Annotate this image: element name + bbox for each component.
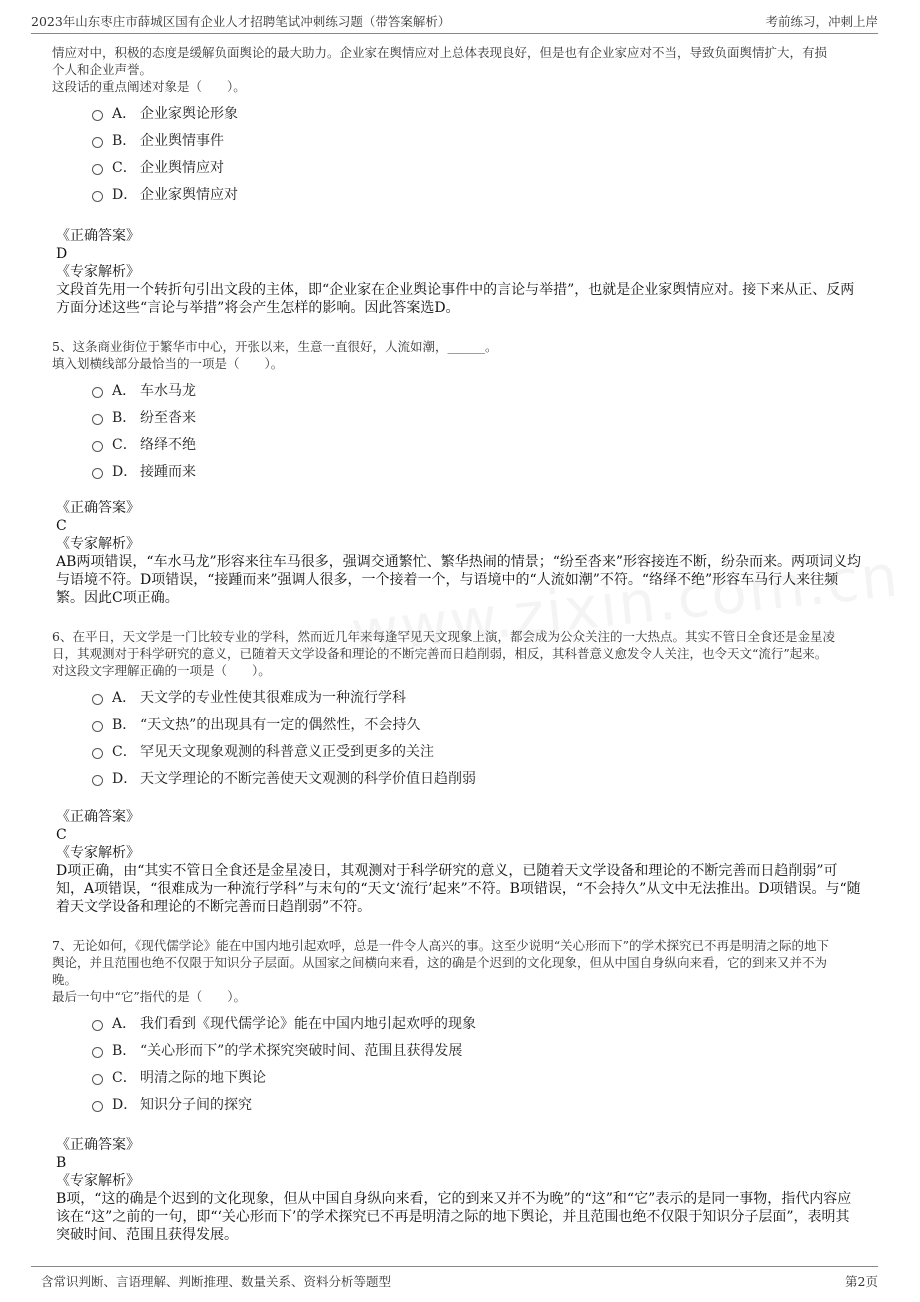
correct-answer-value: D — [56, 246, 68, 262]
radio-circle-icon[interactable] — [92, 1047, 103, 1058]
option-b[interactable] — [52, 1036, 872, 1063]
stem-line: 个人和企业声誉。 — [52, 62, 153, 77]
expert-analysis-text: B项，“这的确是个迟到的文化现象，但从中国自身纵向来看，它的到来又并不为晚”的“这”和“它”表示的是同一事物，指代内容应该在“这”之前的一句，即“‘关心形而下’的学术探究已不再是明清之际的地下舆论，并且范围也绝不仅限于知识分子层面”，表明其突破时间、范围且获得发展。 — [56, 1191, 852, 1243]
stem-line: 7、无论如何，《现代儒学论》能在中国内地引起欢呼，总是一件令人高兴的事。这至少说明“关心形而下”的学术探究已不再是明清之际的地下 — [52, 938, 829, 953]
option-text: 明清之际的地下舆论 — [140, 1069, 266, 1086]
option-letter: A． — [112, 105, 137, 122]
correct-answer-label: 《正确答案》 — [56, 1137, 140, 1153]
correct-answer-label: 《正确答案》 — [56, 809, 140, 825]
option-c[interactable] — [52, 737, 872, 764]
option-letter: C． — [112, 743, 137, 760]
correct-answer-value: C — [56, 518, 67, 534]
expert-analysis-text: AB两项错误，“车水马龙”形容来往车马很多，强调交通繁忙、繁华热闹的情景；“纷至沓来”形容接连不断，纷杂而来。两项词义均与语境不符。D项错误，“接踵而来”强调人很多，一个接着一个，与语境中的“人流如潮”不符。“络绎不绝”形容车马行人来往频繁。因此C项正确。 — [56, 554, 862, 606]
header-slogan: 考前练习，冲刺上岸 — [765, 14, 878, 29]
stem-line: 最后一句中“它”指代的是（ ）。 — [52, 989, 247, 1004]
radio-circle-icon[interactable] — [92, 775, 103, 786]
option-a[interactable] — [52, 1009, 872, 1036]
answer-block-4 — [52, 227, 872, 317]
expert-analysis-label: 《专家解析》 — [56, 536, 140, 552]
option-a[interactable] — [52, 99, 872, 126]
option-d[interactable] — [52, 1090, 872, 1117]
page-header — [31, 10, 878, 34]
option-text: 天文学理论的不断完善使天文观测的科学价值日趋削弱 — [140, 770, 476, 787]
option-list — [52, 683, 872, 791]
option-text: 络绎不绝 — [140, 436, 196, 453]
radio-circle-icon[interactable] — [92, 137, 103, 148]
radio-circle-icon[interactable] — [92, 441, 103, 452]
correct-answer-label: 《正确答案》 — [56, 500, 140, 516]
option-text: 接踵而来 — [140, 463, 196, 480]
stem-line: 这段话的重点阐述对象是（ ）。 — [52, 79, 246, 94]
option-a[interactable] — [52, 683, 872, 710]
stem-line: 5、这条商业街位于繁华市中心，开张以来，生意一直很好，人流如潮，______。 — [52, 339, 498, 354]
option-c[interactable] — [52, 430, 872, 457]
option-letter: A． — [112, 1015, 137, 1032]
question-stem — [52, 628, 872, 679]
option-d[interactable] — [52, 764, 872, 791]
option-d[interactable] — [52, 457, 872, 484]
expert-analysis-text: 文段首先用一个转折句引出文段的主体，即“企业家在企业舆论事件中的言论与举措”，也就是企业家舆情应对。接下来从正、反两方面分述这些“言论与举措”将会产生怎样的影响。因此答案选D。 — [56, 282, 855, 316]
option-b[interactable] — [52, 710, 872, 737]
question-stem — [52, 44, 872, 95]
expert-analysis-text: D项正确，由“其实不管日全食还是金星凌日，其观测对于科学研究的意义，已随着天文学设备和理论的不断完善而日趋削弱”可知，A项错误，“很难成为一种流行学科”与末句的“天文‘流行’起来”不符。B项错误，“不会持久”从文中无法推出。D项错误。与“随着天文学设备和理论的不断完善而日趋削弱”不符。 — [56, 863, 861, 915]
expert-analysis-label: 《专家解析》 — [56, 845, 140, 861]
option-letter: D． — [112, 1096, 138, 1113]
footer-categories: 含常识判断、言语理解、判断推理、数量关系、资料分析等题型 — [41, 1274, 392, 1289]
radio-circle-icon[interactable] — [92, 414, 103, 425]
option-letter: D． — [112, 463, 138, 480]
stem-line: 舆论，并且范围也绝不仅限于知识分子层面。从国家之间横向来看，这的确是个迟到的文化现象，但从中国自身纵向来看，它的到来又并不为 — [52, 955, 828, 970]
option-letter: B． — [112, 716, 137, 733]
stem-line: 情应对中，积极的态度是缓解负面舆论的最大助力。企业家在舆情应对上总体表现良好，但是也有企业家应对不当，导致负面舆情扩大，有损 — [52, 45, 828, 60]
expert-analysis-label: 《专家解析》 — [56, 1173, 140, 1189]
option-letter: C． — [112, 436, 137, 453]
document-title: 2023年山东枣庄市薛城区国有企业人才招聘笔试冲刺练习题（带答案解析） — [31, 14, 451, 29]
radio-circle-icon[interactable] — [92, 468, 103, 479]
page-footer — [31, 1266, 878, 1292]
radio-circle-icon[interactable] — [92, 1101, 103, 1112]
expert-analysis-label: 《专家解析》 — [56, 264, 140, 280]
option-d[interactable] — [52, 180, 872, 207]
option-letter: B． — [112, 409, 137, 426]
correct-answer-value: C — [56, 827, 67, 843]
option-letter: C． — [112, 159, 137, 176]
option-c[interactable] — [52, 153, 872, 180]
radio-circle-icon[interactable] — [92, 748, 103, 759]
stem-line: 对这段文字理解正确的一项是（ ）。 — [52, 663, 271, 678]
question-block-7 — [52, 937, 872, 1117]
stem-line: 6、在平日，天文学是一门比较专业的学科，然而近几年来每逢罕见天文现象上演，都会成为公众关注的一大热点。其实不管日全食还是金星凌 — [52, 629, 835, 644]
radio-circle-icon[interactable] — [92, 1074, 103, 1085]
stem-line: 日，其观测对于科学研究的意义，已随着天文学设备和理论的不断完善而日趋削弱，相反，其科普意义愈发令人关注，也令天文“流行”起来。 — [52, 646, 828, 661]
question-stem — [52, 338, 872, 372]
option-text: 知识分子间的探究 — [140, 1096, 252, 1113]
option-b[interactable] — [52, 126, 872, 153]
option-text: 纷至沓来 — [140, 409, 196, 426]
radio-circle-icon[interactable] — [92, 110, 103, 121]
stem-line: 晚。 — [52, 972, 78, 987]
answer-block-7 — [52, 1136, 872, 1244]
page-number: 第2页 — [845, 1274, 878, 1289]
option-text: 企业舆情应对 — [140, 159, 224, 176]
radio-circle-icon[interactable] — [92, 1020, 103, 1031]
answer-block-5 — [52, 499, 872, 607]
answer-block-6 — [52, 808, 872, 916]
option-letter: C． — [112, 1069, 137, 1086]
radio-circle-icon[interactable] — [92, 191, 103, 202]
option-text: “关心形而下”的学术探究突破时间、范围且获得发展 — [140, 1042, 463, 1059]
option-letter: B． — [112, 1042, 137, 1059]
option-c[interactable] — [52, 1063, 872, 1090]
correct-answer-label: 《正确答案》 — [56, 228, 140, 244]
question-block-4 — [52, 44, 872, 207]
option-text: 企业家舆论形象 — [140, 105, 238, 122]
option-text: 企业舆情事件 — [140, 132, 224, 149]
radio-circle-icon[interactable] — [92, 164, 103, 175]
option-letter: A． — [112, 382, 137, 399]
correct-answer-value: B — [56, 1155, 67, 1171]
question-block-5 — [52, 338, 872, 484]
option-a[interactable] — [52, 376, 872, 403]
option-text: 车水马龙 — [140, 382, 196, 399]
question-block-6 — [52, 628, 872, 791]
question-stem — [52, 937, 872, 1005]
radio-circle-icon[interactable] — [92, 721, 103, 732]
option-letter: B． — [112, 132, 137, 149]
option-list — [52, 376, 872, 484]
option-letter: A． — [112, 689, 137, 706]
option-list — [52, 99, 872, 207]
option-text: 企业家舆情应对 — [140, 186, 238, 203]
option-text: 天文学的专业性使其很难成为一种流行学科 — [140, 689, 406, 706]
option-text: 我们看到《现代儒学论》能在中国内地引起欢呼的现象 — [140, 1015, 476, 1032]
option-letter: D． — [112, 186, 138, 203]
option-list — [52, 1009, 872, 1117]
radio-circle-icon[interactable] — [92, 387, 103, 398]
radio-circle-icon[interactable] — [92, 694, 103, 705]
option-text: “天文热”的出现具有一定的偶然性，不会持久 — [140, 716, 421, 733]
option-b[interactable] — [52, 403, 872, 430]
option-text: 罕见天文现象观测的科普意义正受到更多的关注 — [140, 743, 434, 760]
option-letter: D． — [112, 770, 138, 787]
stem-line: 填入划横线部分最恰当的一项是（ ）。 — [52, 356, 284, 371]
